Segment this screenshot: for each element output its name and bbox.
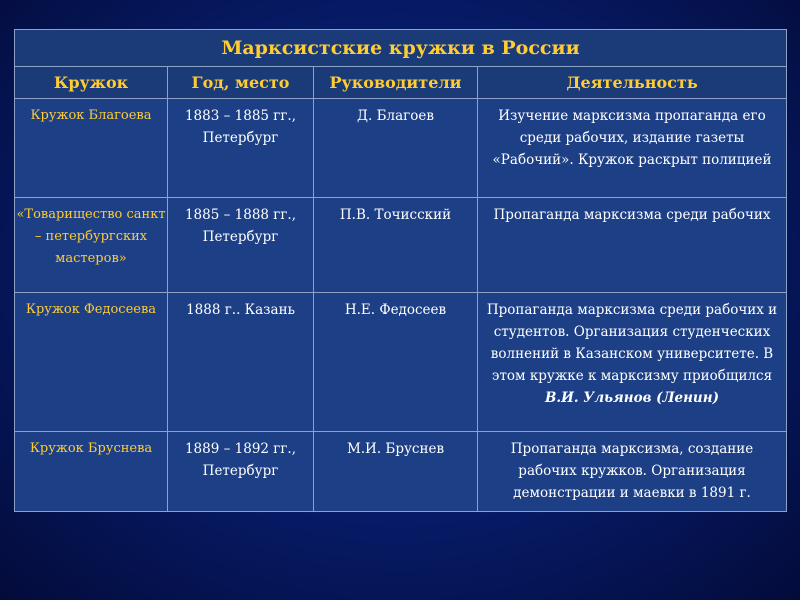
header-year-place: Год, место: [168, 67, 314, 99]
table-row: [15, 293, 787, 432]
header-activity: Деятельность: [478, 67, 787, 99]
header-leaders: Руководители: [314, 67, 478, 99]
activity-emphasis: В.И. Ульянов (Ленин): [545, 390, 719, 406]
leaders: П.В. Точисский: [314, 198, 478, 293]
circle-name: Кружок Бруснева: [15, 432, 168, 512]
header-circle: Кружок: [15, 67, 168, 99]
activity: [478, 293, 787, 432]
activity-text: Пропаганда марксизма, создание рабочих кружков. Организация демонстрации и маевки в 1891 г.: [510, 441, 754, 501]
year-place: 1885 – 1888 гг., Петербург: [168, 198, 314, 293]
year-place: 1888 г.. Казань: [168, 293, 314, 432]
activity-text: Изучение марксизма пропаганда его среди рабочих, издание газеты «Рабочий». Кружок раскрыт полицией: [492, 108, 772, 168]
leaders: Н.Е. Федосеев: [314, 293, 478, 432]
activity: [478, 198, 787, 293]
table-header-row: [15, 67, 787, 99]
table-row: [15, 99, 787, 198]
marxist-circles-table: [14, 29, 787, 512]
circle-name: Кружок Федосеева: [15, 293, 168, 432]
table-row: [15, 432, 787, 512]
leaders: Д. Благоев: [314, 99, 478, 198]
circle-name: Кружок Благоева: [15, 99, 168, 198]
table-title: Марксистские кружки в России: [15, 30, 787, 67]
year-place: 1889 – 1892 гг., Петербург: [168, 432, 314, 512]
year-place: 1883 – 1885 гг., Петербург: [168, 99, 314, 198]
activity: [478, 99, 787, 198]
activity-text: Пропаганда марксизма среди рабочих: [493, 207, 771, 223]
table-title-row: [15, 30, 787, 67]
leaders: М.И. Бруснев: [314, 432, 478, 512]
table-row: [15, 198, 787, 293]
activity: [478, 432, 787, 512]
activity-text: Пропаганда марксизма среди рабочих и студентов. Организация студенческих волнений в Казанском университете. В этом кружке к марксизму приобщился: [486, 302, 778, 384]
circle-name: «Товарищество санкт – петербургских мастеров»: [15, 198, 168, 293]
